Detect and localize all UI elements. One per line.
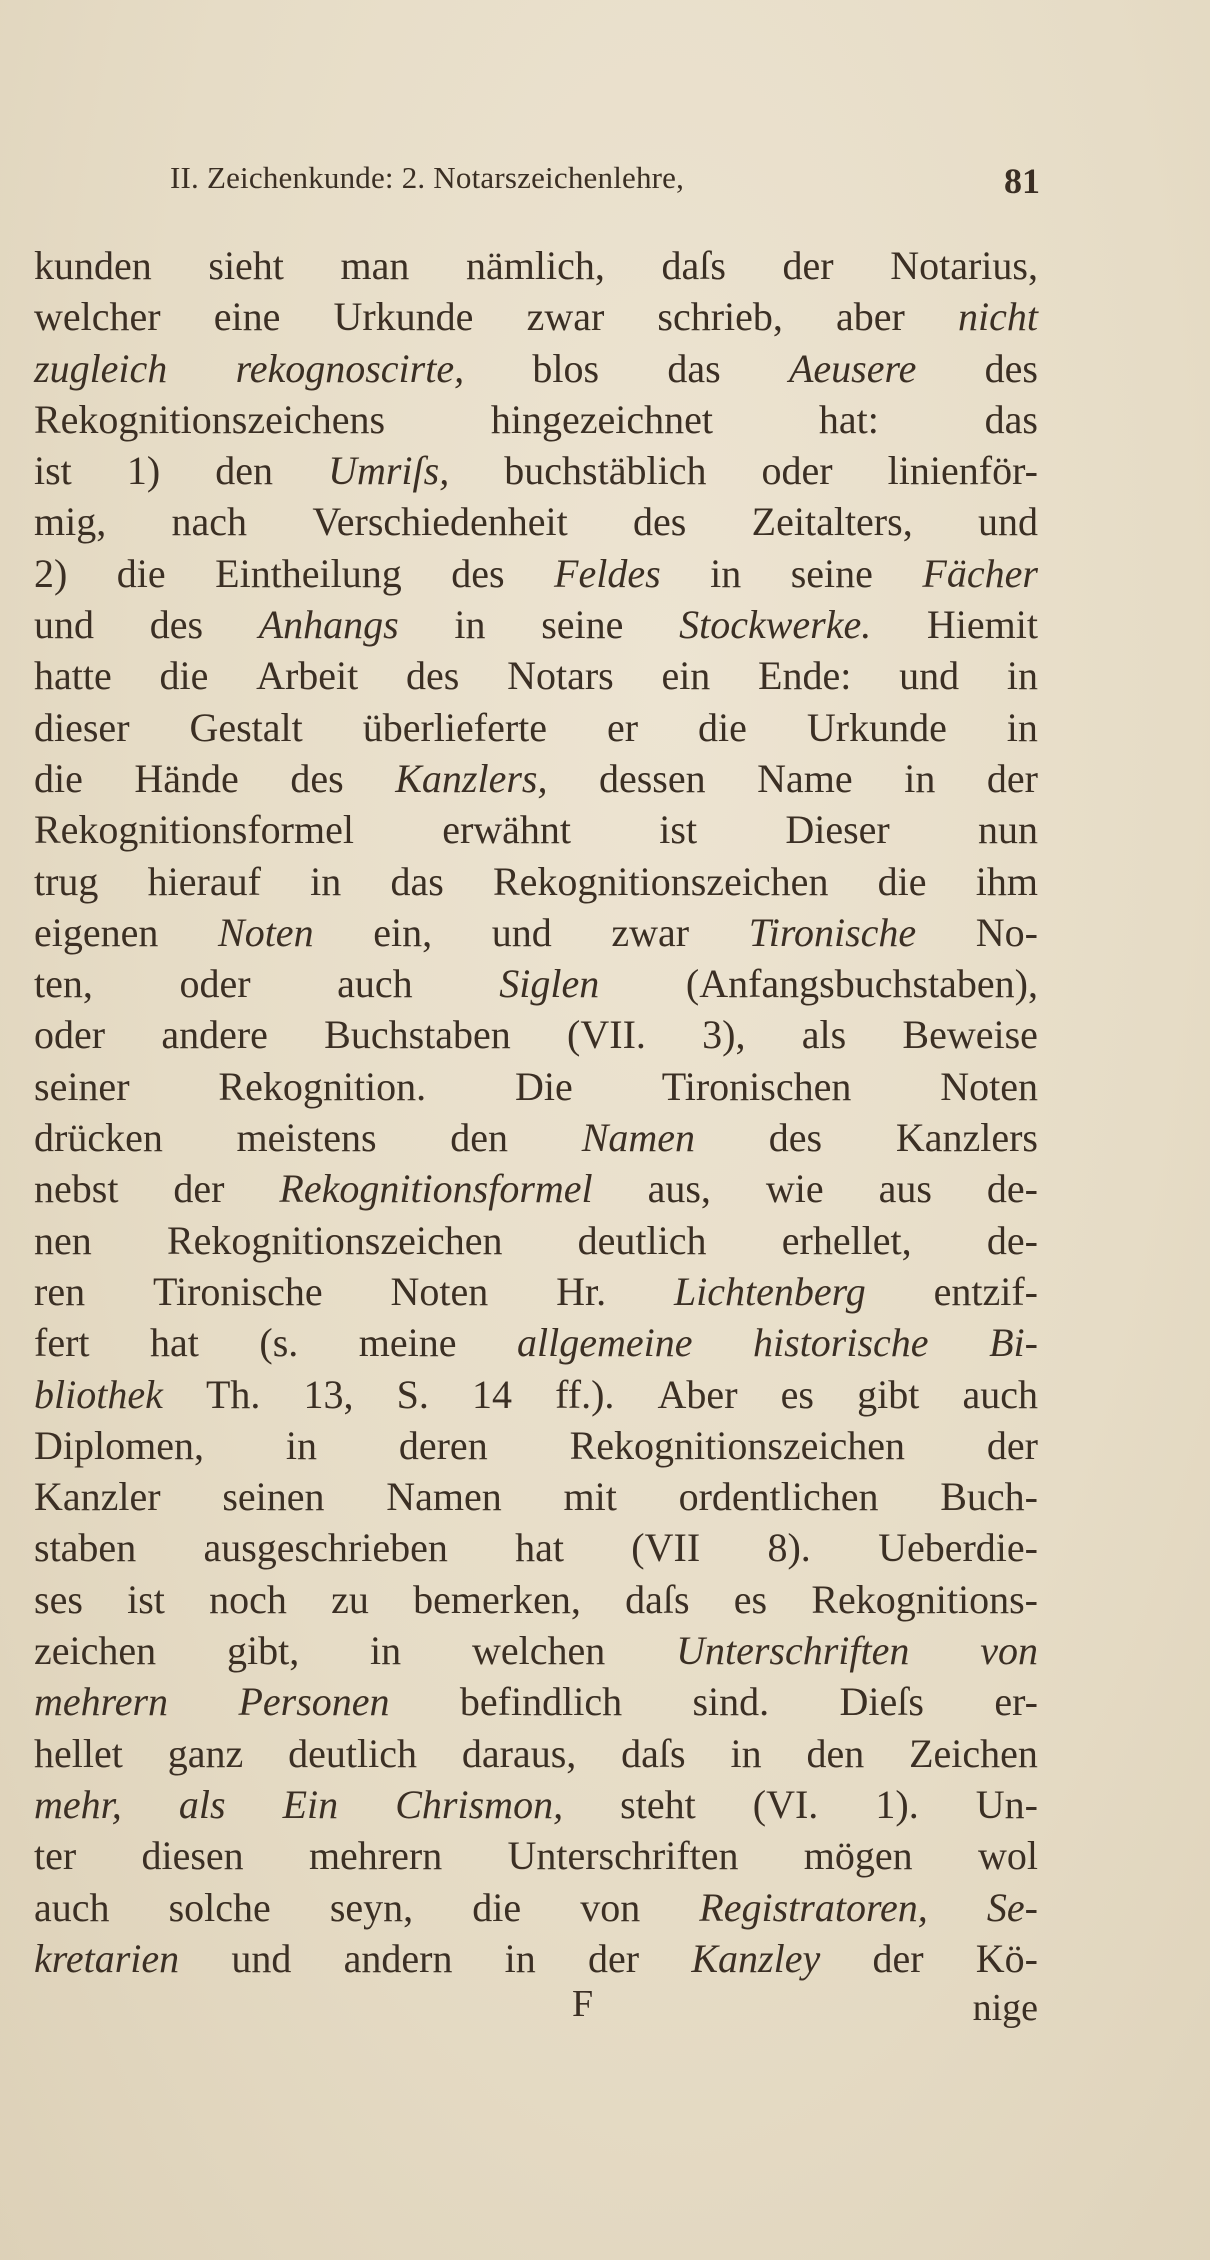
italic-word: kretarien <box>34 1935 180 1981</box>
word: in <box>504 1935 536 1981</box>
word: und <box>977 499 1038 545</box>
italic-word: Se- <box>986 1884 1038 1930</box>
word: Buch- <box>940 1474 1038 1520</box>
word: es <box>733 1576 768 1622</box>
word: welcher <box>34 294 161 340</box>
word: (VI. <box>752 1781 819 1827</box>
word: die <box>34 755 83 801</box>
italic-word: Bi- <box>989 1320 1038 1366</box>
italic-word: Personen <box>238 1679 390 1725</box>
word: 2) <box>34 550 68 596</box>
text-line <box>34 1574 1038 1625</box>
word: dieser <box>34 704 130 750</box>
word: 8). <box>767 1525 811 1571</box>
word: wol <box>977 1833 1038 1879</box>
word: Noten <box>390 1268 489 1314</box>
word: entzif- <box>933 1268 1038 1314</box>
word: aber <box>836 294 905 340</box>
word: Tironische <box>152 1268 323 1314</box>
word: ihm <box>975 858 1038 904</box>
word: (s. <box>259 1320 299 1366</box>
word: seinen <box>222 1474 325 1520</box>
word: der <box>872 1935 924 1981</box>
word: ein, <box>373 909 433 955</box>
word: Hände <box>134 755 239 801</box>
italic-word: Umriſs, <box>328 448 450 494</box>
italic-word: Ein <box>282 1781 339 1827</box>
text-line <box>34 1728 1038 1779</box>
word: daſs <box>661 243 726 288</box>
text-line <box>34 1266 1038 1317</box>
word: Rekognitionszeichens <box>34 396 386 442</box>
word: Rekognitionsformel <box>34 807 354 853</box>
word: Rekognitionszeichen <box>569 1422 906 1468</box>
word: und <box>491 909 552 955</box>
word: ten, <box>34 961 93 1007</box>
word: ganz <box>167 1730 244 1776</box>
word: in <box>710 550 742 596</box>
text-line <box>34 1882 1038 1933</box>
word: nämlich, <box>466 243 605 288</box>
word: die <box>159 653 209 699</box>
word: nebst <box>34 1166 119 1212</box>
word: erwähnt <box>442 807 572 853</box>
word: hat <box>515 1525 564 1571</box>
word: des <box>290 755 344 801</box>
italic-word: mehr, <box>34 1781 122 1827</box>
word: Buchstaben <box>324 1012 511 1058</box>
word: meistens <box>236 1115 377 1161</box>
text-line <box>34 856 1038 907</box>
word: überlieferte <box>362 704 548 750</box>
word: mit <box>563 1474 617 1520</box>
word: 14 <box>472 1371 513 1417</box>
word: Kanzlers <box>895 1115 1038 1161</box>
word: aus <box>878 1166 932 1212</box>
word: steht <box>620 1781 696 1827</box>
text-line <box>34 496 1038 547</box>
word: das <box>390 858 444 904</box>
page-footer <box>34 1982 1038 2032</box>
word: ist <box>34 448 72 494</box>
word: diesen <box>141 1833 244 1879</box>
text-line <box>34 1061 1038 1112</box>
word: den <box>450 1115 509 1161</box>
word: blos <box>532 345 600 391</box>
word: von <box>580 1884 641 1930</box>
word: auch <box>337 961 413 1007</box>
text-line <box>34 291 1038 342</box>
word: zwar <box>526 294 605 340</box>
word: in <box>370 1628 402 1674</box>
word: in <box>730 1730 762 1776</box>
word: Rekognitionszeichen <box>492 858 829 904</box>
word: erhellet, <box>781 1217 912 1263</box>
italic-word: Kanzlers, <box>395 755 548 801</box>
word: nen <box>34 1217 92 1263</box>
word: gibt, <box>226 1628 300 1674</box>
word: Rekognitionszeichen <box>166 1217 503 1263</box>
word: ausgeschrieben <box>203 1525 448 1571</box>
word: ter <box>34 1833 77 1879</box>
word: dessen <box>598 755 706 801</box>
word: Kanzler <box>34 1474 161 1520</box>
italic-word: mehrern <box>34 1679 169 1725</box>
word: Arbeit <box>256 653 359 699</box>
word: und <box>899 653 960 699</box>
word: nun <box>978 807 1038 853</box>
italic-word: Tironische <box>748 909 917 955</box>
word: Urkunde <box>806 704 947 750</box>
word: Eintheilung <box>215 550 402 596</box>
word: den <box>215 448 274 494</box>
word: zwar <box>611 909 690 955</box>
italic-word: historische <box>753 1320 929 1366</box>
word: Kö- <box>975 1935 1038 1981</box>
word: de- <box>986 1166 1038 1212</box>
text-line <box>34 445 1038 496</box>
word: oder <box>34 1012 106 1058</box>
text-line <box>34 343 1038 394</box>
running-title: II. Zeichenkunde: 2. Notarszeichenlehre, <box>170 160 685 195</box>
italic-word: Siglen <box>499 961 600 1007</box>
word: Hr. <box>556 1268 607 1314</box>
italic-word: allgemeine <box>517 1320 693 1366</box>
word: buchstäblich <box>504 448 707 494</box>
word: Diplomen, <box>34 1422 204 1468</box>
word: hat: <box>818 396 879 442</box>
word: seiner <box>34 1063 130 1109</box>
word: mehrern <box>308 1833 443 1879</box>
word: Rekognitions- <box>811 1576 1038 1622</box>
italic-word: Unterschriften <box>676 1628 910 1674</box>
text-line <box>34 1676 1038 1727</box>
word: hellet <box>34 1730 123 1776</box>
word: Tironischen <box>661 1063 852 1109</box>
word: deutlich <box>577 1217 707 1263</box>
word: oder <box>761 448 833 494</box>
word: Ende: <box>758 653 852 699</box>
text-line <box>34 804 1038 855</box>
page-number: 81 <box>1004 161 1040 201</box>
word: No- <box>975 909 1038 955</box>
word: auch <box>34 1884 110 1930</box>
word: Zeichen <box>909 1730 1038 1776</box>
word: der <box>588 1935 640 1981</box>
word: deutlich <box>288 1730 417 1776</box>
word: 1). <box>875 1781 919 1827</box>
word: das <box>667 345 721 391</box>
word: die <box>877 858 927 904</box>
word: (Anfangsbuchstaben), <box>685 961 1038 1007</box>
word: in <box>1006 704 1038 750</box>
word: Noten <box>940 1063 1038 1109</box>
word: Verschiedenheit <box>312 499 568 545</box>
italic-word: Feldes <box>554 550 661 596</box>
word: des <box>984 345 1038 391</box>
word: oder <box>179 961 251 1007</box>
word: des <box>406 653 460 699</box>
italic-word: Namen <box>581 1115 696 1161</box>
word: Zeitalters, <box>751 499 913 545</box>
word: mig, <box>34 499 107 545</box>
word: in <box>310 858 342 904</box>
word: bemerken, <box>413 1576 581 1622</box>
word: meine <box>358 1320 457 1366</box>
word: ses <box>34 1576 83 1622</box>
text-line <box>34 1779 1038 1830</box>
word: zu <box>331 1576 369 1622</box>
word: Namen <box>386 1474 502 1520</box>
word: sind. <box>692 1679 770 1725</box>
word: des <box>768 1115 823 1161</box>
word: kunden <box>34 243 152 288</box>
text-line <box>34 1163 1038 1214</box>
italic-word: Lichtenberg <box>673 1268 866 1314</box>
word: Unterschriften <box>507 1833 739 1879</box>
text-line <box>34 958 1038 1009</box>
word: sieht <box>208 243 284 288</box>
running-header <box>170 160 1040 204</box>
word: der <box>986 1422 1038 1468</box>
word: welchen <box>471 1628 606 1674</box>
text-line <box>34 1625 1038 1676</box>
word: seine <box>790 550 873 596</box>
word: Urkunde <box>333 294 474 340</box>
word: befindlich <box>459 1679 623 1725</box>
word: auch <box>962 1371 1038 1417</box>
word: Die <box>515 1063 573 1109</box>
word: in <box>285 1422 317 1468</box>
word: Name <box>757 755 853 801</box>
word: 3), <box>702 1012 746 1058</box>
italic-word: zugleich <box>34 345 168 391</box>
text-line <box>34 1420 1038 1471</box>
text-line <box>34 1009 1038 1060</box>
word: Gestalt <box>189 704 303 750</box>
text-line <box>34 394 1038 445</box>
word: der <box>782 243 834 288</box>
word: Ueberdie- <box>878 1525 1038 1571</box>
italic-word: Registratoren, <box>699 1884 928 1930</box>
word: de- <box>986 1217 1038 1263</box>
word: gibt <box>857 1371 920 1417</box>
text-line <box>34 1522 1038 1573</box>
word: man <box>340 243 410 288</box>
word: Aber <box>657 1371 738 1417</box>
word: des <box>451 550 505 596</box>
italic-word: Noten <box>218 909 314 955</box>
word: der <box>173 1166 225 1212</box>
text-line <box>34 753 1038 804</box>
word: seyn, <box>329 1884 414 1930</box>
word: seine <box>541 602 624 648</box>
word: Dieser <box>785 807 890 853</box>
word: 13, <box>303 1371 354 1417</box>
word: ist <box>659 807 698 853</box>
text-line <box>34 1215 1038 1266</box>
word: er- <box>994 1679 1038 1725</box>
text-line <box>34 907 1038 958</box>
word: S. <box>396 1371 429 1417</box>
word: linienför- <box>887 448 1038 494</box>
text-line <box>34 1369 1038 1420</box>
word: schrieb, <box>657 294 783 340</box>
word: des <box>633 499 687 545</box>
text-line <box>34 548 1038 599</box>
word: Rekognition. <box>218 1063 427 1109</box>
word: wie <box>765 1166 824 1212</box>
word: als <box>801 1012 847 1058</box>
word: (VII <box>631 1525 701 1571</box>
word: fert <box>34 1320 90 1366</box>
italic-word: rekognoscirte, <box>235 345 465 391</box>
text-line <box>34 1112 1038 1163</box>
word: hatte <box>34 653 112 699</box>
word: eine <box>213 294 281 340</box>
word: andere <box>161 1012 268 1058</box>
catchword: nige <box>972 1987 1038 2029</box>
word: der <box>986 755 1038 801</box>
word: noch <box>209 1576 287 1622</box>
text-line <box>34 702 1038 753</box>
word: 1) <box>126 448 161 494</box>
word: andern <box>343 1935 453 1981</box>
word: (VII. <box>567 1012 646 1058</box>
italic-word: Stockwerke. <box>679 602 872 648</box>
text-line <box>34 650 1038 701</box>
word: zeichen <box>34 1628 157 1674</box>
body-text <box>34 240 1038 1984</box>
word: Hiemit <box>926 602 1038 648</box>
italic-word: von <box>980 1628 1038 1674</box>
word: den <box>806 1730 865 1776</box>
word: ist <box>127 1576 165 1622</box>
word: Th. <box>205 1371 261 1417</box>
word: die <box>472 1884 522 1930</box>
word: hingezeichnet <box>490 396 713 442</box>
italic-word: Rekognitionsformel <box>279 1166 593 1212</box>
word: ein <box>661 653 711 699</box>
italic-word: als <box>178 1781 226 1827</box>
italic-word: bliothek <box>34 1371 163 1417</box>
word: eigenen <box>34 909 159 955</box>
word: Dieſs <box>839 1679 924 1725</box>
text-line <box>34 1317 1038 1368</box>
word: daſs <box>621 1730 686 1776</box>
word: des <box>149 602 204 648</box>
word: deren <box>398 1422 488 1468</box>
word: aus, <box>647 1166 711 1212</box>
word: in <box>454 602 486 648</box>
signature-mark: F <box>572 1983 594 2025</box>
text-line <box>34 1471 1038 1522</box>
word: Notars <box>507 653 614 699</box>
word: in <box>1006 653 1038 699</box>
word: drücken <box>34 1115 163 1161</box>
word: nach <box>171 499 248 545</box>
word: er <box>607 704 639 750</box>
word: solche <box>168 1884 271 1930</box>
word: die <box>116 550 166 596</box>
word: ff.). <box>555 1371 615 1417</box>
word: staben <box>34 1525 137 1571</box>
word: hierauf <box>147 858 261 904</box>
word: trug <box>34 858 99 904</box>
word: die <box>698 704 747 750</box>
word: hat <box>150 1320 199 1366</box>
text-line <box>34 599 1038 650</box>
word: Un- <box>975 1781 1038 1827</box>
italic-word: Aeusere <box>788 345 917 391</box>
word: mögen <box>803 1833 913 1879</box>
word: und <box>231 1935 292 1981</box>
text-line <box>34 240 1038 291</box>
text-line <box>34 1933 1038 1984</box>
word: Beweise <box>902 1012 1038 1058</box>
word: ren <box>34 1268 86 1314</box>
text-line <box>34 1830 1038 1881</box>
word: daraus, <box>461 1730 577 1776</box>
italic-word: nicht <box>958 294 1038 340</box>
italic-word: Fächer <box>922 550 1038 596</box>
word: Notarius, <box>890 243 1038 288</box>
word: und <box>34 602 94 648</box>
word: in <box>904 755 936 801</box>
italic-word: Kanzley <box>691 1935 821 1981</box>
word: das <box>984 396 1038 442</box>
word: ordentlichen <box>678 1474 879 1520</box>
word: es <box>780 1371 814 1417</box>
italic-word: Chrismon, <box>395 1781 564 1827</box>
word: daſs <box>625 1576 690 1622</box>
italic-word: Anhangs <box>258 602 399 648</box>
